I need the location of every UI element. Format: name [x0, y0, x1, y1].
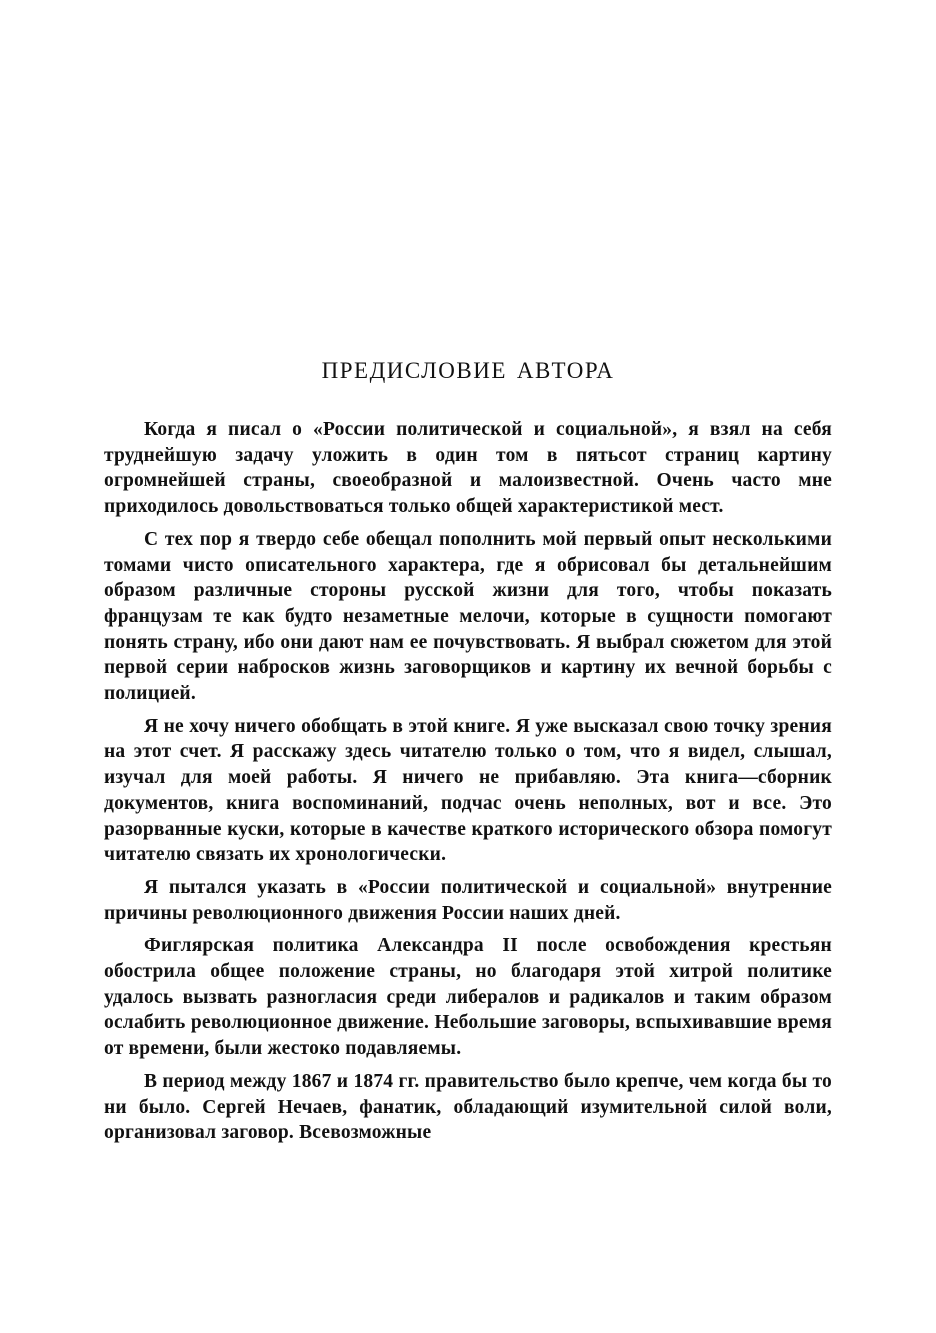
paragraph: Я пытался указать в «России политической и социальной» внутренние причины революционного движения России наших дней.: [104, 876, 832, 924]
paragraph: Когда я писал о «России политической и социальной», я взял на себя труднейшую задачу уложить в один том в пятьсот страниц картину огромнейшей страны, своеобразной и малоизвестной. Очень часто мне приходилось довольствоваться только общей характеристикой мест.: [104, 419, 832, 518]
paragraph: С тех пор я твердо себе обещал пополнить мой первый опыт несколькими томами чисто описательного характера, где я обрисовал бы детальнейшим образом различные стороны русской жизни для того, чтобы показать французам те как будто незаметные мелочи, которые в сущности помогают понять страну, ибо они дают нам ее почувствовать. Я выбрал сюжетом для этой первой серии набросков жизнь заговорщиков и картину их вечной борьбы с полицией.: [104, 528, 832, 705]
paragraph: В период между 1867 и 1874 гг. правительство было крепче, чем когда бы то ни было. Сергей Нечаев, фанатик, обладающий изумительной силой воли, организовал заговор. Всевозможные: [104, 1070, 832, 1144]
heading-word-preface: ПРЕДИСЛОВИЕ: [321, 358, 507, 383]
heading-word-author: АВТОРА: [516, 358, 615, 383]
paragraph: Фиглярская политика Александра II после освобождения крестьян обострила общее положение страны, но благодаря этой хитрой политике удалось вызвать разногласия среди либералов и радикалов и таким образом ослабить революционное движение. Небольшие заговоры, вспыхивавшие время от времени, были жестоко подавляемы.: [104, 935, 832, 1060]
paragraph: Я не хочу ничего обобщать в этой книге. Я уже высказал свою точку зрения на этот счет. Я расскажу здесь читателю только о том, что я видел, слышал, изучал для моей работы. Я ничего не прибавляю. Эта книга—сборник документов, книга воспоминаний, подчас очень неполных, вот и все. Это разорванные куски, которые в качестве краткого исторического обзора помогут читателю связать их хронологически.: [104, 715, 832, 866]
body-text: [104, 417, 832, 1146]
chapter-heading: [0, 356, 936, 386]
